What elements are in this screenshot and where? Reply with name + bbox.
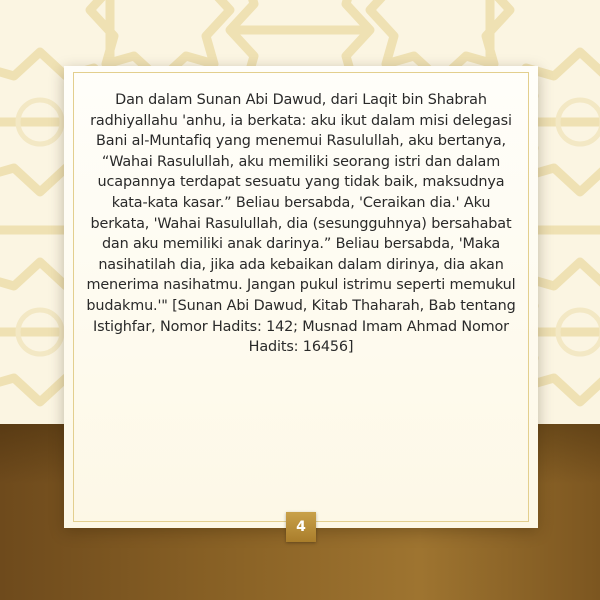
quote-card (64, 66, 538, 528)
page-number-badge: 4 (286, 512, 316, 542)
hadith-text: Dan dalam Sunan Abi Dawud, dari Laqit bin Shabrah radhiyallahu 'anhu, ia berkata: aku ikut dalam misi delegasi Bani al-Muntafiq yang menemui Rasulullah, aku bertanya, “Wahai Rasulullah, aku memiliki seorang istri dan dalam ucapannya terdapat sesuatu yang tidak baik, maksudnya kata-kata kasar.” Beliau bersabda, 'Ceraikan dia.' Aku berkata, 'Wahai Rasulullah, dia (sesungguhnya) bersahabat dan aku memiliki anak darinya.” Beliau bersabda, 'Maka nasihatilah dia, jika ada kebaikan dalam dirinya, dia akan menerima nasihatmu. Jangan pukul istrimu seperti memukul budakmu.'" [Sunan Abi Dawud, Kitab Thaharah, Bab tentang Istighfar, Nomor Hadits: 142; Musnad Imam Ahmad Nomor Hadits: 16456] (86, 92, 516, 356)
